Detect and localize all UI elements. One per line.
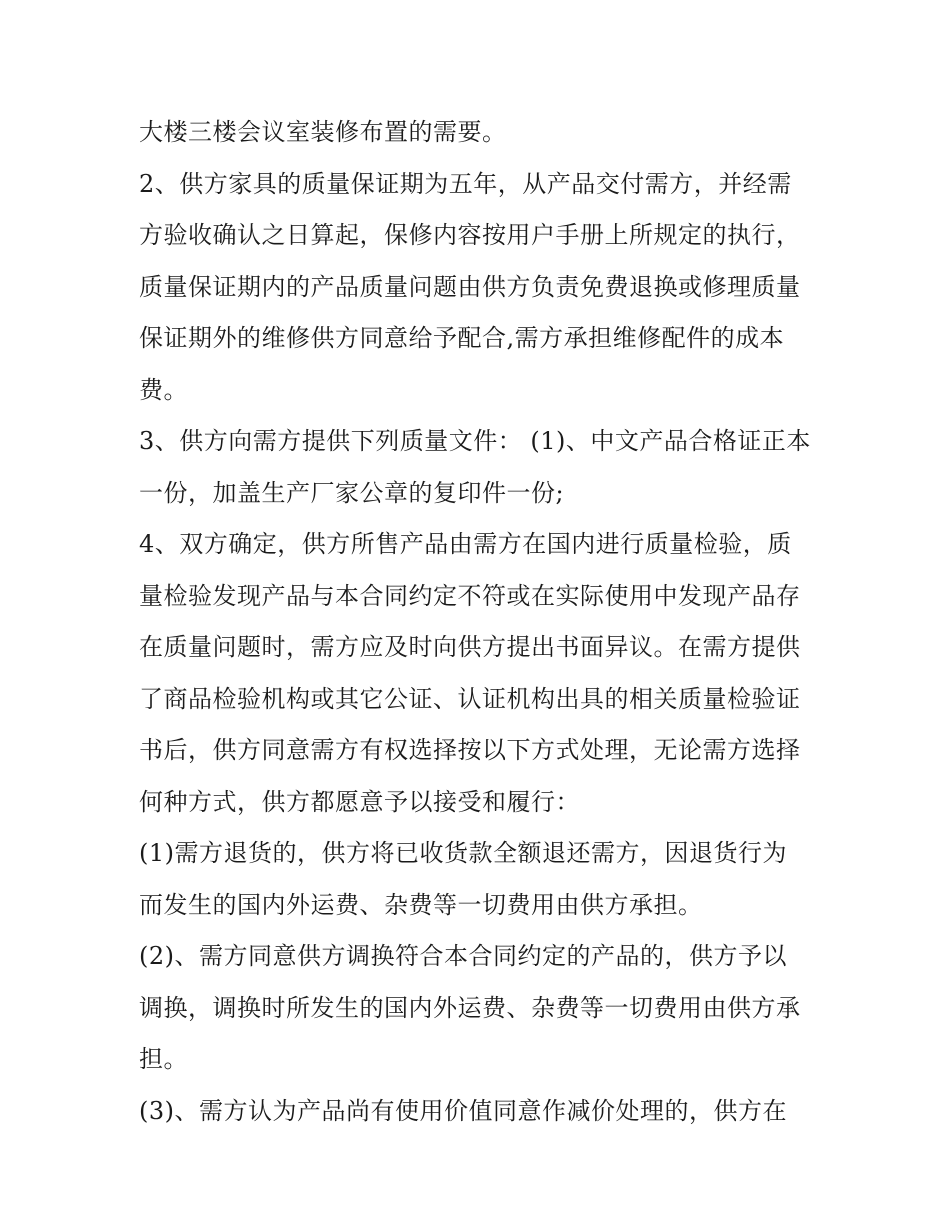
text-line: 2、供方家具的质量保证期为五年，从产品交付需方，并经需 (139, 169, 792, 198)
text-line: 何种方式，供方都愿意予以接受和履行： (139, 787, 580, 816)
text-line: (3)、需方认为产品尚有使用价值同意作减价处理的，供方在 (139, 1096, 787, 1125)
text-line: 量检验发现产品与本合同约定不符或在实际使用中发现产品存 (139, 581, 801, 610)
text-line: 方验收确认之日算起，保修内容按用户手册上所规定的执行， (139, 221, 801, 249)
text-line: (1)需方退货的，供方将已收货款全额退还需方，因退货行为 (139, 839, 787, 867)
text-line: 4、双方确定，供方所售产品由需方在国内进行质量检验，质 (139, 530, 792, 558)
text-line: 而发生的国内外运费、杂费等一切费用由供方承担。 (139, 890, 703, 919)
text-line: 调换，调换时所发生的国内外运费、杂费等一切费用由供方承 (139, 993, 801, 1022)
text-line: 一份，加盖生产厂家公章的复印件一份; (139, 478, 565, 507)
document-body (139, 107, 819, 1137)
text-line: 了商品检验机构或其它公证、认证机构出具的相关质量检验证 (139, 684, 801, 713)
text-line: 3、供方向需方提供下列质量文件： (1)、中文产品合格证正本 (139, 427, 811, 455)
text-line: (2)、需方同意供方调换符合本合同约定的产品的，供方予以 (139, 942, 787, 970)
text-line: 费。 (139, 375, 188, 404)
text-line: 在质量问题时，需方应及时向供方提出书面异议。在需方提供 (139, 633, 801, 661)
text-line: 质量保证期内的产品质量问题由供方负责免费退换或修理质量 (139, 272, 801, 301)
text-line: 书后，供方同意需方有权选择按以下方式处理，无论需方选择 (139, 736, 801, 764)
text-line: 保证期外的维修供方同意给予配合,需方承担维修配件的成本 (139, 324, 785, 352)
text-line: 大楼三楼会议室装修布置的需要。 (139, 118, 507, 146)
text-line: 担。 (139, 1045, 188, 1073)
